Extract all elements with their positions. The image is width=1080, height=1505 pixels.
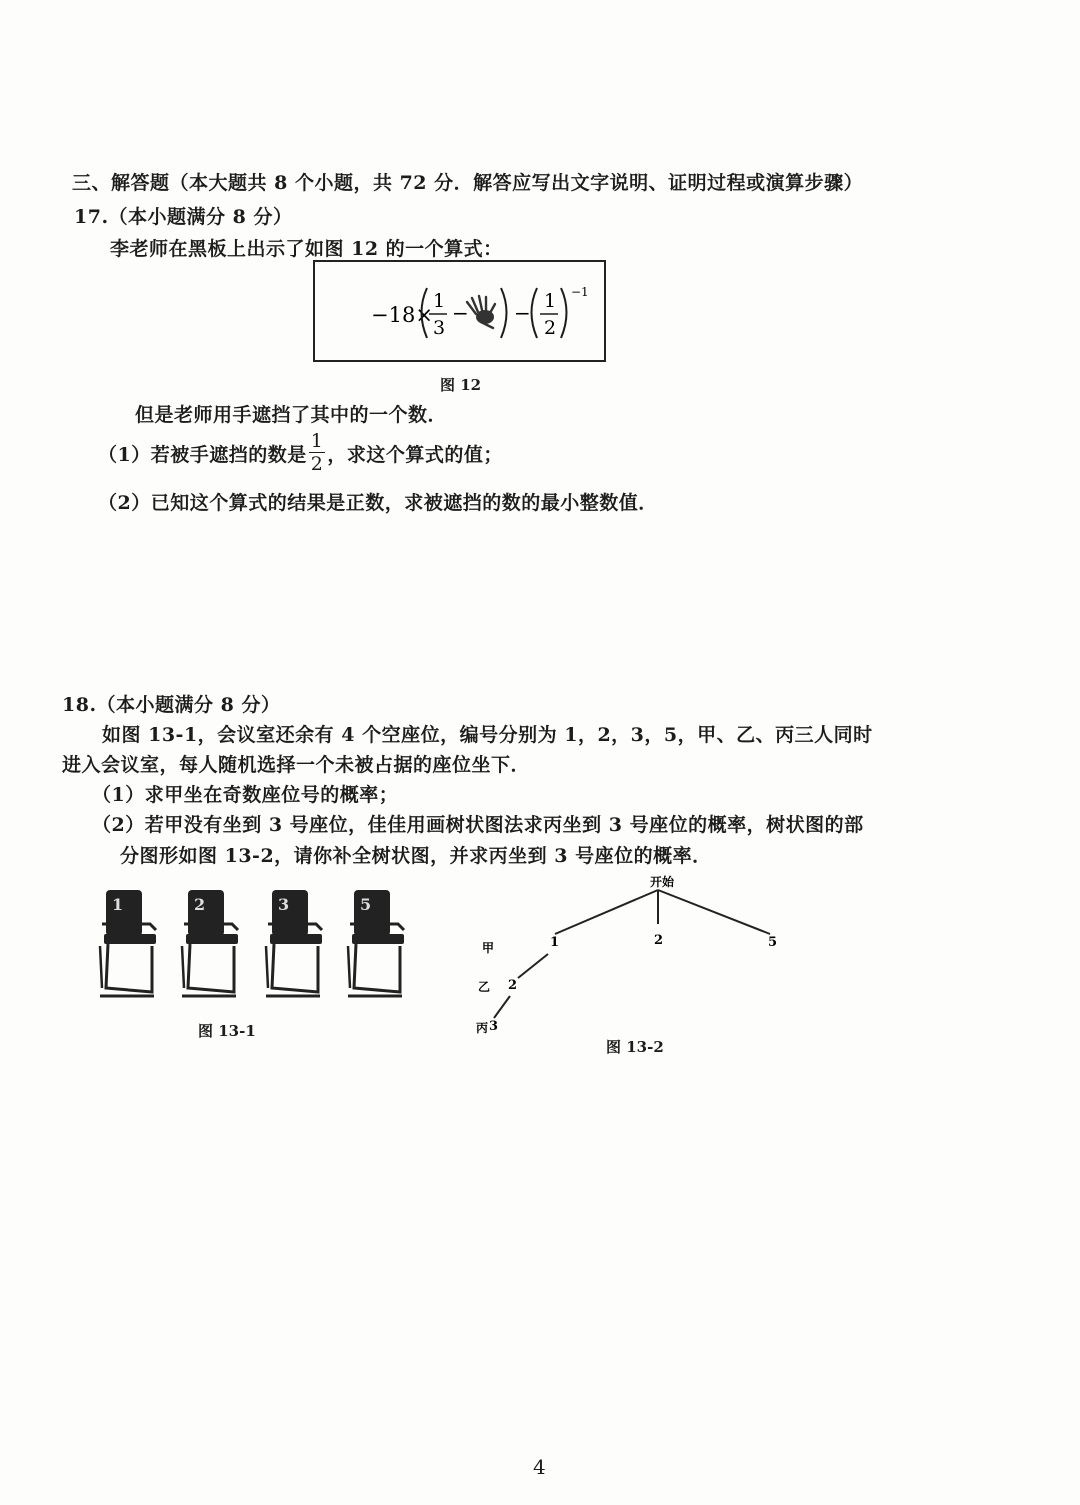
tree-edge-root-5 <box>658 890 770 934</box>
paren-left-2 <box>532 288 538 338</box>
paren-right-2 <box>561 288 567 338</box>
tree-edge-root-1 <box>555 890 658 934</box>
chair-2 <box>182 890 238 996</box>
formula-exponent: −1 <box>571 285 589 299</box>
fig13-1-chairs <box>88 880 428 1010</box>
frac2-den: 2 <box>544 317 557 339</box>
q17-part1-fraction <box>309 432 326 474</box>
q17-part2: （2）已知这个算式的结果是正数，求被遮挡的数的最小整数值． <box>98 492 658 514</box>
q18-line2: 进入会议室，每人随机选择一个未被占据的座位坐下． <box>62 754 531 776</box>
chair-4 <box>348 890 404 996</box>
q17-part1-after: ，求这个算式的值； <box>327 443 503 466</box>
q18-part2-line1: （2）若甲没有坐到 3 号座位，佳佳用画树状图法求丙坐到 3 号座位的概率，树状图的部 <box>92 814 864 836</box>
chair-4-number: 5 <box>360 895 372 914</box>
hand-cover-icon <box>467 296 495 328</box>
q18-part2-line2: 分图形如图 13-2，请你补全树状图，并求丙坐到 3 号座位的概率． <box>120 845 712 867</box>
formula-box <box>313 260 606 362</box>
q18-part1: （1）求甲坐在奇数座位号的概率； <box>92 784 399 806</box>
formula-expression <box>315 262 604 360</box>
q17-title: 17.（本小题满分 8 分） <box>74 206 293 228</box>
fig13-1-caption: 图 13-1 <box>198 1022 256 1040</box>
q17-part1-num: 1 <box>310 430 324 452</box>
tree-row-label-bing: 丙 <box>476 1021 489 1035</box>
chair-3 <box>266 890 322 996</box>
q18-line1: 如图 13-1，会议室还余有 4 个空座位，编号分别为 1，2，3，5，甲、乙、丙三人同时 <box>102 724 873 746</box>
section-header: 三、解答题（本大题共 8 个小题，共 72 分．解答应写出文字说明、证明过程或演算步骤） <box>72 172 864 194</box>
q17-part1 <box>98 432 503 474</box>
paren-right-1 <box>501 288 507 338</box>
tree-edge-1-2 <box>518 954 548 978</box>
tree-node-l3: 3 <box>489 1019 499 1034</box>
fig12-caption: 图 12 <box>440 376 482 394</box>
q17-note: 但是老师用手遮挡了其中的一个数． <box>135 404 448 426</box>
tree-root: 开始 <box>650 875 675 889</box>
tree-edge-2-3 <box>494 996 510 1018</box>
q17-intro: 李老师在黑板上出示了如图 12 的一个算式： <box>110 238 503 260</box>
page-number: 4 <box>533 1455 546 1479</box>
formula-prefix: −18× <box>371 303 433 327</box>
formula-minus-inner: − <box>452 301 469 325</box>
chair-3-number: 3 <box>278 895 290 914</box>
chair-1 <box>100 890 156 996</box>
frac2-num: 1 <box>544 290 557 312</box>
q17-part1-before: （1）若被手遮挡的数是 <box>98 443 307 466</box>
q18-title: 18.（本小题满分 8 分） <box>62 694 281 716</box>
frac1-den: 3 <box>433 317 446 339</box>
chair-1-number: 1 <box>112 895 124 914</box>
chair-2-number: 2 <box>194 895 206 914</box>
frac1-num: 1 <box>433 290 446 312</box>
tree-row-label-yi: 乙 <box>478 980 491 994</box>
tree-row-label-jia: 甲 <box>482 941 495 955</box>
formula-minus-outer: − <box>514 301 531 325</box>
tree-node-5: 5 <box>768 935 778 950</box>
tree-node-2: 2 <box>654 933 664 948</box>
fig13-2-caption: 图 13-2 <box>606 1038 664 1056</box>
tree-node-1: 1 <box>550 935 560 950</box>
fig13-2-tree <box>470 868 800 1048</box>
q17-part1-den: 2 <box>310 453 324 475</box>
tree-node-l2: 2 <box>508 978 518 993</box>
